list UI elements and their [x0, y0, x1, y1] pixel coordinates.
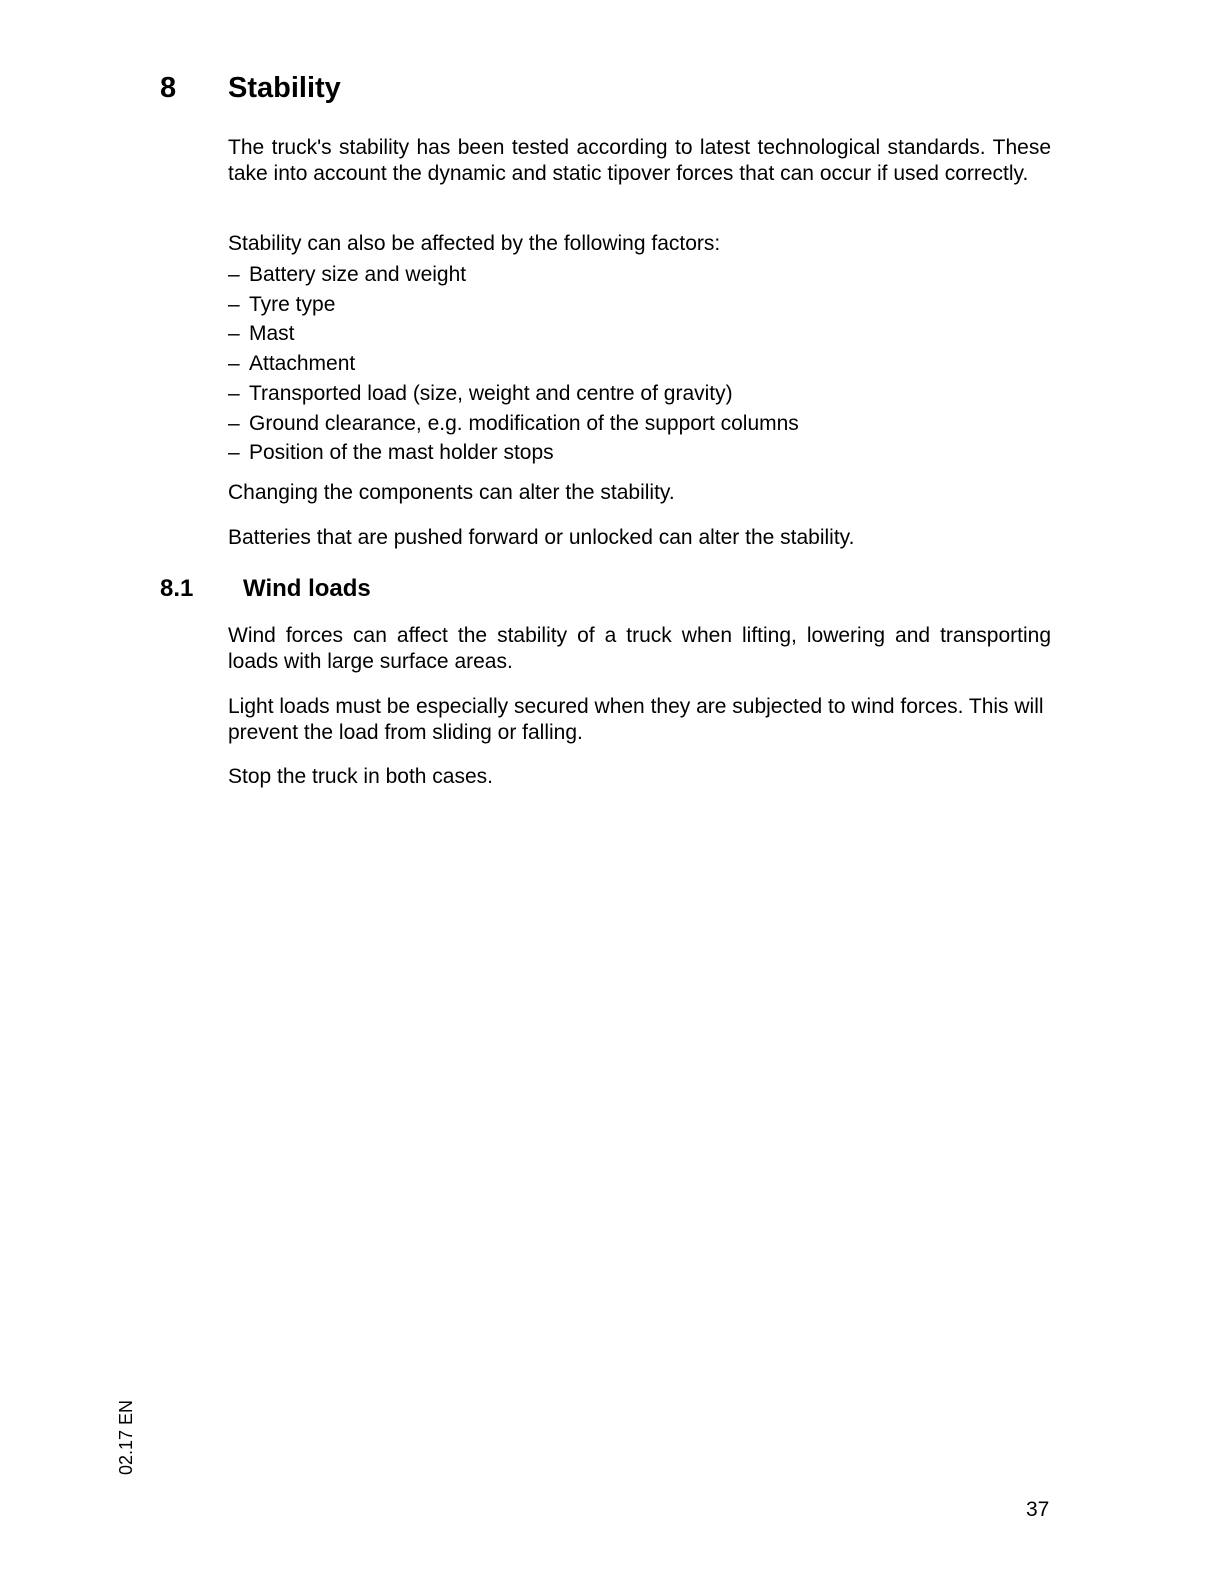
list-item: – Ground clearance, e.g. modification of the support columns: [228, 409, 799, 439]
subsection-number: 8.1: [160, 575, 194, 602]
intro-paragraph: The truck's stability has been tested according to latest technological standards. These take into account the dynamic and static tipover forces that can occur if used correctly.: [228, 136, 1051, 185]
batteries-note: Batteries that are pushed forward or unlocked can alter the stability.: [228, 526, 855, 549]
factors-list: [228, 260, 799, 468]
list-item: – Position of the mast holder stops: [228, 438, 799, 468]
document-version-code: 02.17 EN: [116, 1399, 136, 1475]
wind-paragraph: Wind forces can affect the stability of a truck when lifting, lowering and transporting loads with large surface areas.: [228, 624, 1051, 673]
section-number: 8: [160, 72, 177, 104]
list-item: – Battery size and weight: [228, 260, 799, 290]
list-item: – Transported load (size, weight and centre of gravity): [228, 379, 799, 409]
list-item: – Tyre type: [228, 290, 799, 320]
light-loads-paragraph: Light loads must be especially secured when they are subjected to wind forces. This will prevent the load from sliding or falling.: [228, 695, 1044, 744]
section-title: Stability: [228, 72, 341, 104]
page-number: 37: [1026, 1498, 1050, 1521]
stop-truck-paragraph: Stop the truck in both cases.: [228, 765, 493, 788]
factors-intro: Stability can also be affected by the following factors:: [228, 232, 721, 255]
subsection-title: Wind loads: [243, 575, 371, 602]
list-item: – Mast: [228, 319, 799, 349]
list-item: – Attachment: [228, 349, 799, 379]
components-note: Changing the components can alter the stability.: [228, 481, 675, 504]
